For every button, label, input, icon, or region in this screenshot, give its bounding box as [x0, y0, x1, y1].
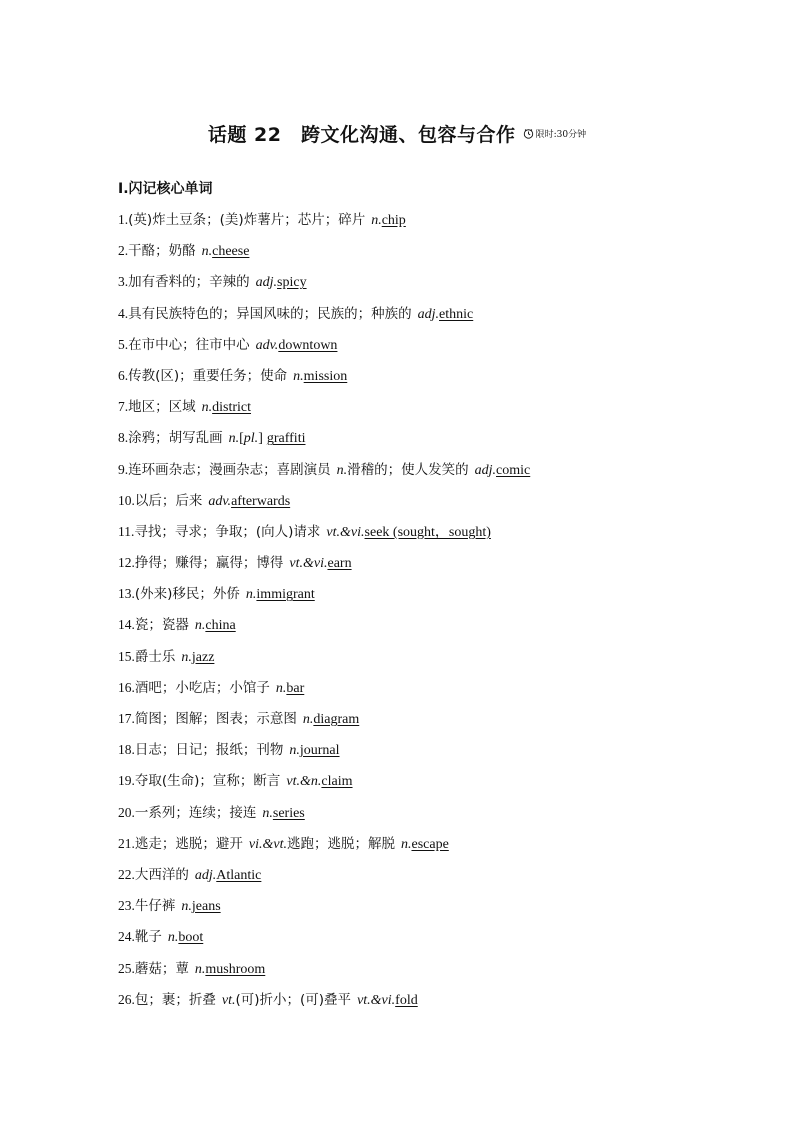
- entry-answer: ethnic: [439, 306, 474, 322]
- vocabulary-entry: [118, 207, 758, 238]
- entry-answer: jazz: [191, 649, 215, 665]
- entry-number: 1.: [118, 212, 129, 227]
- entry-meaning: 在市中心；往市中心: [128, 336, 250, 353]
- plural-close-bracket: ]: [258, 431, 263, 447]
- entry-answer: series: [272, 805, 305, 821]
- entry-number: 6.: [118, 367, 129, 383]
- entry-meaning: 日志；日记；报纸；刊物: [134, 742, 284, 759]
- entry-number: 20.: [118, 804, 135, 820]
- entry-number: 19.: [118, 773, 135, 789]
- entry-number: 3.: [118, 274, 129, 290]
- entry-number: 13.: [118, 586, 135, 602]
- entry-answer: bar: [286, 680, 305, 696]
- entry-meaning: 大西洋的: [134, 866, 189, 883]
- entry-meaning-secondary: 逃跑；逃脱；解脱: [286, 835, 395, 852]
- vocabulary-entry: [118, 924, 758, 955]
- entry-part-of-speech-secondary: n.: [400, 836, 412, 852]
- entry-meaning: 涂鸦；胡写乱画: [128, 430, 223, 447]
- vocabulary-entry: [118, 457, 758, 488]
- entry-part-of-speech: n.: [302, 712, 314, 727]
- entry-number: 9.: [118, 461, 129, 477]
- entry-number: 21.: [118, 835, 135, 851]
- entry-part-of-speech: n.: [194, 961, 206, 977]
- entry-part-of-speech: n.: [371, 213, 382, 228]
- entry-part-of-speech: n.: [201, 244, 213, 260]
- entry-meaning: 以后；后来: [134, 492, 203, 509]
- entry-part-of-speech: n.: [228, 431, 240, 447]
- entry-part-of-speech-secondary: adj.: [474, 462, 497, 478]
- vocabulary-entry: [118, 425, 758, 456]
- entry-meaning: 逃走；逃脱；避开: [134, 835, 243, 852]
- entry-part-of-speech: n.: [293, 368, 304, 384]
- vocabulary-entry: [118, 706, 758, 737]
- vocabulary-entry: [118, 800, 758, 831]
- entry-answer: graffiti: [266, 431, 306, 447]
- entry-part-of-speech: adv.: [255, 337, 279, 353]
- entry-meaning: 传教(区)；重要任务；使命: [128, 367, 288, 384]
- plural-open-bracket: [: [239, 431, 244, 447]
- entry-number: 18.: [118, 742, 135, 758]
- vocabulary-entry: [118, 581, 758, 612]
- entry-meaning: 一系列；连续；接连: [134, 804, 257, 821]
- entry-answer: diagram: [313, 712, 360, 727]
- entry-meaning: 蘑菇；蕈: [134, 960, 189, 977]
- entry-meaning: 干酪；奶酪: [128, 243, 196, 260]
- entry-answer: district: [212, 400, 252, 416]
- entry-number: 10.: [118, 492, 135, 508]
- entry-answer: spicy: [277, 275, 307, 291]
- entry-answer: downtown: [278, 337, 338, 353]
- vocabulary-entry: [118, 394, 758, 425]
- entry-part-of-speech: adj.: [255, 275, 278, 291]
- entry-answer: seek (sought，sought): [364, 524, 491, 540]
- entry-answer: Atlantic: [216, 867, 262, 883]
- entry-meaning: 具有民族特色的；异国风味的；民族的；种族的: [128, 305, 412, 322]
- entry-answer: china: [205, 618, 236, 634]
- entry-number: 22.: [118, 866, 135, 882]
- entry-part-of-speech: n.: [262, 805, 273, 821]
- entry-number: 25.: [118, 960, 135, 976]
- entry-answer: mission: [303, 368, 348, 384]
- entry-answer: mushroom: [205, 961, 266, 977]
- entry-number: 24.: [118, 929, 135, 945]
- entry-part-of-speech: vt.&n.: [286, 774, 322, 790]
- time-limit-text: 限时:30分钟: [535, 130, 587, 140]
- entry-answer: cheese: [212, 244, 250, 260]
- entry-answer: fold: [395, 992, 418, 1008]
- entry-part-of-speech: adv.: [208, 493, 232, 509]
- entry-meaning: 包；裹；折叠: [134, 991, 216, 1008]
- entry-part-of-speech: adj.: [417, 306, 440, 322]
- vocabulary-entry: [118, 488, 758, 519]
- entry-part-of-speech: adj.: [194, 867, 217, 883]
- entry-number: 5.: [118, 336, 129, 352]
- entry-part-of-speech: n.: [181, 899, 192, 915]
- entry-part-of-speech: vi.&vt.: [248, 836, 287, 852]
- vocabulary-entry: [118, 768, 758, 799]
- vocabulary-entry: [118, 831, 758, 862]
- entry-meaning-secondary: 滑稽的；使人发笑的: [347, 461, 469, 478]
- entry-number: 11.: [118, 523, 135, 539]
- entry-part-of-speech-secondary: vt.&vi.: [357, 992, 396, 1008]
- vocabulary-entry: [118, 238, 758, 269]
- entry-answer: journal: [299, 743, 340, 759]
- entry-meaning: 连环画杂志；漫画杂志；喜剧演员: [128, 461, 331, 478]
- entry-answer: comic: [496, 462, 531, 478]
- entry-answer: afterwards: [231, 493, 291, 509]
- entry-meaning: 瓷；瓷器: [134, 617, 189, 634]
- title-row: [0, 120, 794, 147]
- entry-number: 26.: [118, 991, 135, 1007]
- vocabulary-entry: [118, 956, 758, 987]
- entry-answer: jeans: [191, 899, 221, 915]
- entry-number: 14.: [118, 617, 135, 633]
- clock-icon: [523, 128, 534, 139]
- entry-number: 16.: [118, 679, 135, 695]
- entry-number: 15.: [118, 648, 135, 664]
- vocabulary-entry: [118, 269, 758, 300]
- vocabulary-entry: [118, 737, 758, 768]
- entry-answer: escape: [411, 836, 449, 852]
- entry-number: 12.: [118, 555, 135, 571]
- entry-meaning: 地区；区域: [128, 399, 196, 416]
- entry-plural-note: [239, 431, 263, 446]
- entry-number: 23.: [118, 898, 135, 914]
- entry-number: 7.: [118, 399, 129, 415]
- vocabulary-list: [118, 207, 758, 1018]
- entry-part-of-speech: n.: [181, 649, 192, 665]
- vocabulary-entry: [118, 987, 758, 1018]
- entry-meaning: 牛仔裤: [134, 898, 176, 915]
- vocabulary-entry: [118, 301, 758, 332]
- entry-part-of-speech: n.: [167, 930, 179, 946]
- section-heading: Ⅰ.闪记核心单词: [118, 181, 213, 197]
- entry-part-of-speech: n.: [336, 462, 348, 478]
- entry-part-of-speech: n.: [275, 680, 287, 696]
- entry-part-of-speech: n.: [289, 743, 300, 759]
- entry-meaning: 挣得；赚得；赢得；博得: [134, 555, 284, 572]
- entry-part-of-speech: vt.&vi.: [326, 524, 365, 540]
- entry-part-of-speech: vt.&vi.: [289, 556, 328, 572]
- entry-meaning: (外来)移民；外侨: [134, 586, 240, 603]
- time-limit: [523, 127, 587, 140]
- entry-meaning: 寻找；寻求；争取；(向人)请求: [134, 523, 321, 540]
- entry-meaning: 爵士乐: [134, 648, 176, 665]
- entry-number: 4.: [118, 305, 129, 321]
- entry-meaning: 简图；图解；图表；示意图: [134, 711, 297, 727]
- entry-answer: boot: [178, 930, 204, 946]
- entry-answer: chip: [381, 213, 406, 228]
- entry-answer: claim: [321, 774, 353, 790]
- vocabulary-entry: [118, 675, 758, 706]
- entry-meaning: 酒吧；小吃店；小馆子: [134, 679, 270, 696]
- entry-part-of-speech: n.: [201, 400, 213, 416]
- vocabulary-entry: [118, 363, 758, 394]
- plural-abbrev: pl.: [243, 431, 259, 447]
- entry-meaning: (英)炸土豆条；(美)炸薯片；芯片；碎片: [128, 212, 366, 228]
- vocabulary-entry: [118, 644, 758, 675]
- entry-meaning: 夺取(生命)；宣称；断言: [134, 773, 281, 790]
- entry-part-of-speech: vt.: [221, 992, 236, 1008]
- vocabulary-entry: [118, 862, 758, 893]
- vocabulary-entry: [118, 550, 758, 581]
- vocabulary-entry: [118, 519, 758, 550]
- vocabulary-entry: [118, 612, 758, 643]
- entry-meaning-secondary: (可)折小；(可)叠平: [235, 991, 352, 1008]
- entry-number: 8.: [118, 430, 129, 446]
- entry-answer: immigrant: [256, 587, 315, 603]
- entry-number: 2.: [118, 243, 129, 259]
- entry-meaning: 靴子: [134, 929, 162, 946]
- entry-part-of-speech: n.: [245, 587, 257, 603]
- page-title: 话题 22 跨文化沟通、包容与合作: [207, 124, 516, 146]
- entry-answer: earn: [327, 556, 352, 572]
- entry-part-of-speech: n.: [194, 618, 206, 634]
- vocabulary-entry: [118, 332, 758, 363]
- vocabulary-entry: [118, 893, 758, 924]
- entry-number: 17.: [118, 711, 135, 726]
- entry-meaning: 加有香料的；辛辣的: [128, 274, 250, 291]
